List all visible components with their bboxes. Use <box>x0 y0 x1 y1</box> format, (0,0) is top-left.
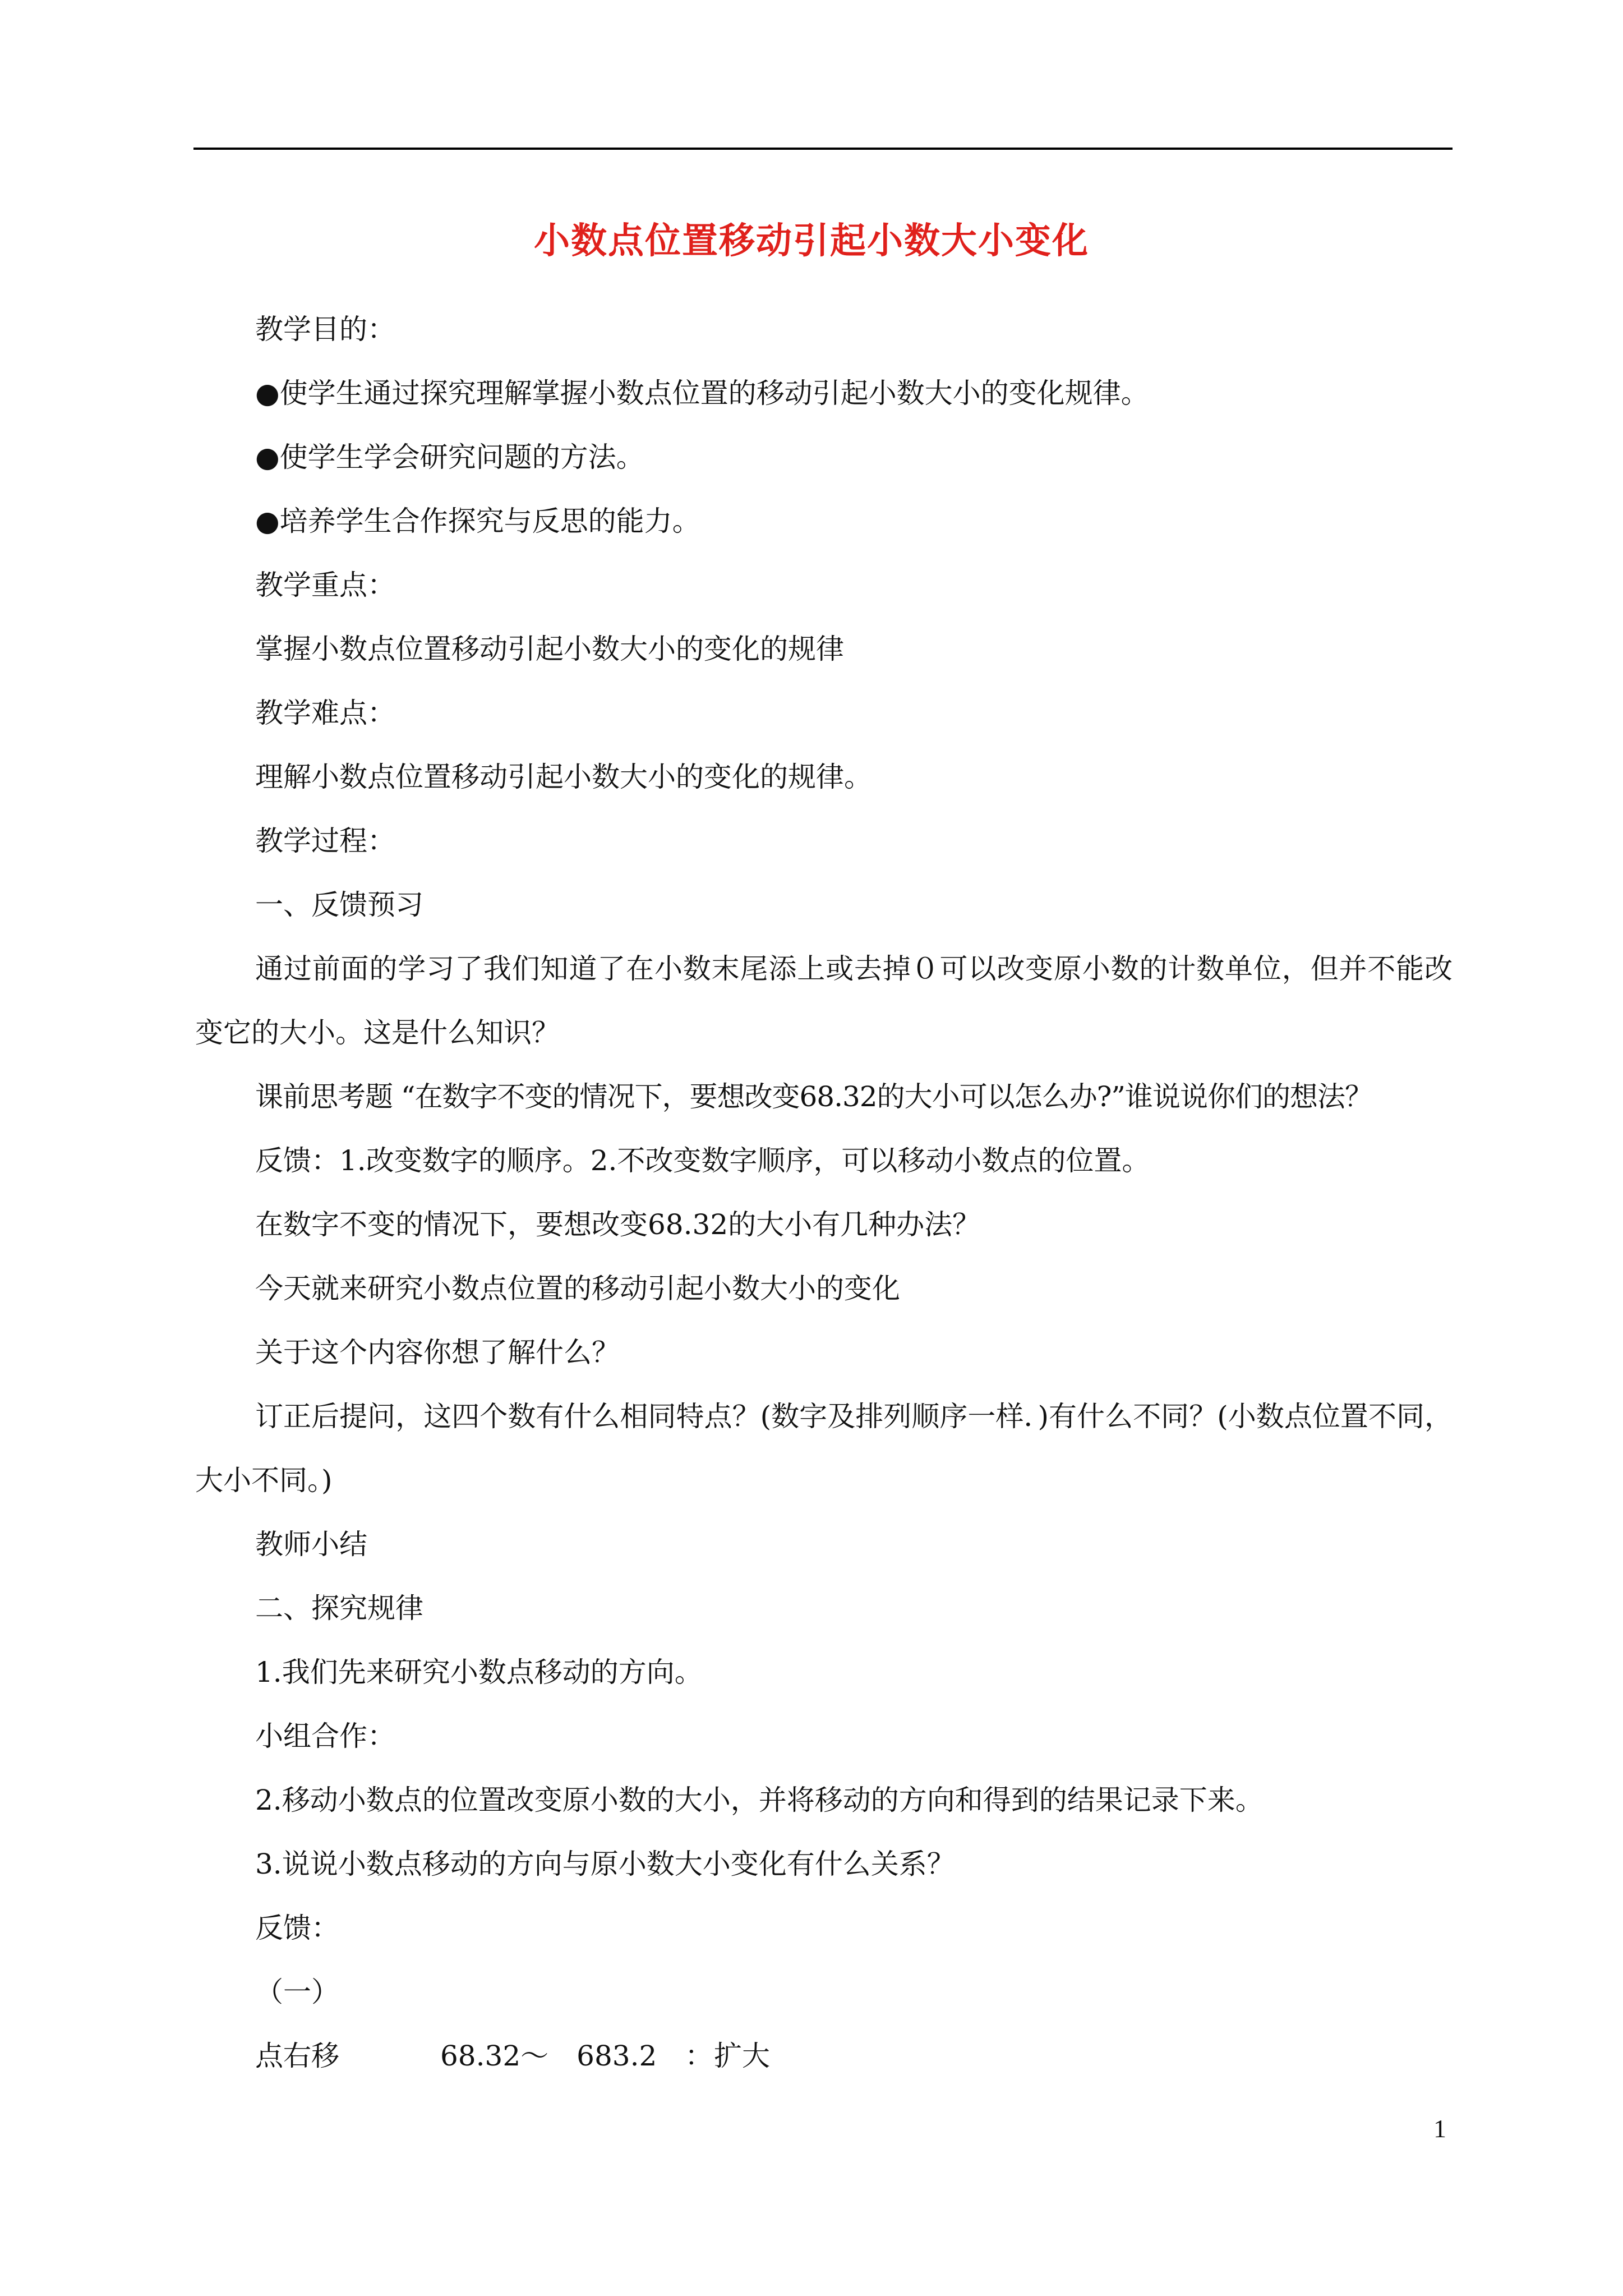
paragraph: ●培养学生合作探究与反思的能力。 <box>255 505 700 537</box>
paragraph: 通过前面的学习了我们知道了在小数末尾添上或去掉０可以改变原小数的计数单位，但并不能改变它的大小。这是什么知识？ <box>195 953 1453 1049</box>
paragraph: 二、探究规律 <box>255 1592 423 1625</box>
paragraph: 关于这个内容你想了解什么？ <box>255 1336 620 1369</box>
document-title: 小数点位置移动引起小数大小变化 <box>534 220 1089 262</box>
paragraph: 小组合作： <box>255 1720 395 1752</box>
paragraph: ●使学生通过探究理解掌握小数点位置的移动引起小数大小的变化规律。 <box>255 377 1149 409</box>
result-value: 扩大 <box>714 2040 770 2072</box>
paragraph: 今天就来研究小数点位置的移动引起小数大小的变化 <box>255 1272 900 1305</box>
paragraph: 3.说说小数点移动的方向与原小数大小变化有什么关系？ <box>255 1848 955 1880</box>
paragraph: ●使学生学会研究问题的方法。 <box>255 441 644 473</box>
paragraph: 教学难点： <box>255 697 395 729</box>
page-number: 1 <box>1433 2114 1446 2143</box>
result-row <box>195 2024 1453 2088</box>
result-expression: 68.32～ 683.2 ： <box>440 2040 713 2072</box>
paragraph: 理解小数点位置移动引起小数大小的变化的规律。 <box>255 761 872 793</box>
paragraph: 2.移动小数点的位置改变原小数的大小，并将移动的方向和得到的结果记录下来。 <box>255 1784 1264 1816</box>
paragraph: 教学重点： <box>255 569 395 601</box>
paragraph: 教学过程： <box>255 825 395 857</box>
paragraph: 一、反馈预习 <box>255 889 423 921</box>
header-rule <box>193 148 1453 150</box>
paragraph: 教学目的： <box>255 313 395 346</box>
paragraph: 在数字不变的情况下，要想改变68.32的大小有几种办法？ <box>255 1208 981 1241</box>
result-label: 点右移 <box>255 2040 339 2072</box>
paragraph: （一） <box>255 1976 339 2008</box>
paragraph: 反馈：1.改变数字的顺序。2.不改变数字顺序，可以移动小数点的位置。 <box>255 1144 1150 1177</box>
paragraph: 订正后提问，这四个数有什么相同特点？(数字及排列顺序一样．)有什么不同？(小数点位置不同，大小不同。) <box>195 1400 1453 1497</box>
paragraph: 反馈： <box>255 1912 339 1944</box>
paragraph: 1.我们先来研究小数点移动的方向。 <box>255 1656 703 1688</box>
paragraph: 教师小结 <box>255 1528 367 1561</box>
document-body <box>195 297 1453 2088</box>
paragraph: 掌握小数点位置移动引起小数大小的变化的规律 <box>255 633 844 665</box>
paragraph: 课前思考题 “在数字不变的情况下，要想改变68.32的大小可以怎么办?”谁说说你们的想法？ <box>255 1080 1372 1113</box>
